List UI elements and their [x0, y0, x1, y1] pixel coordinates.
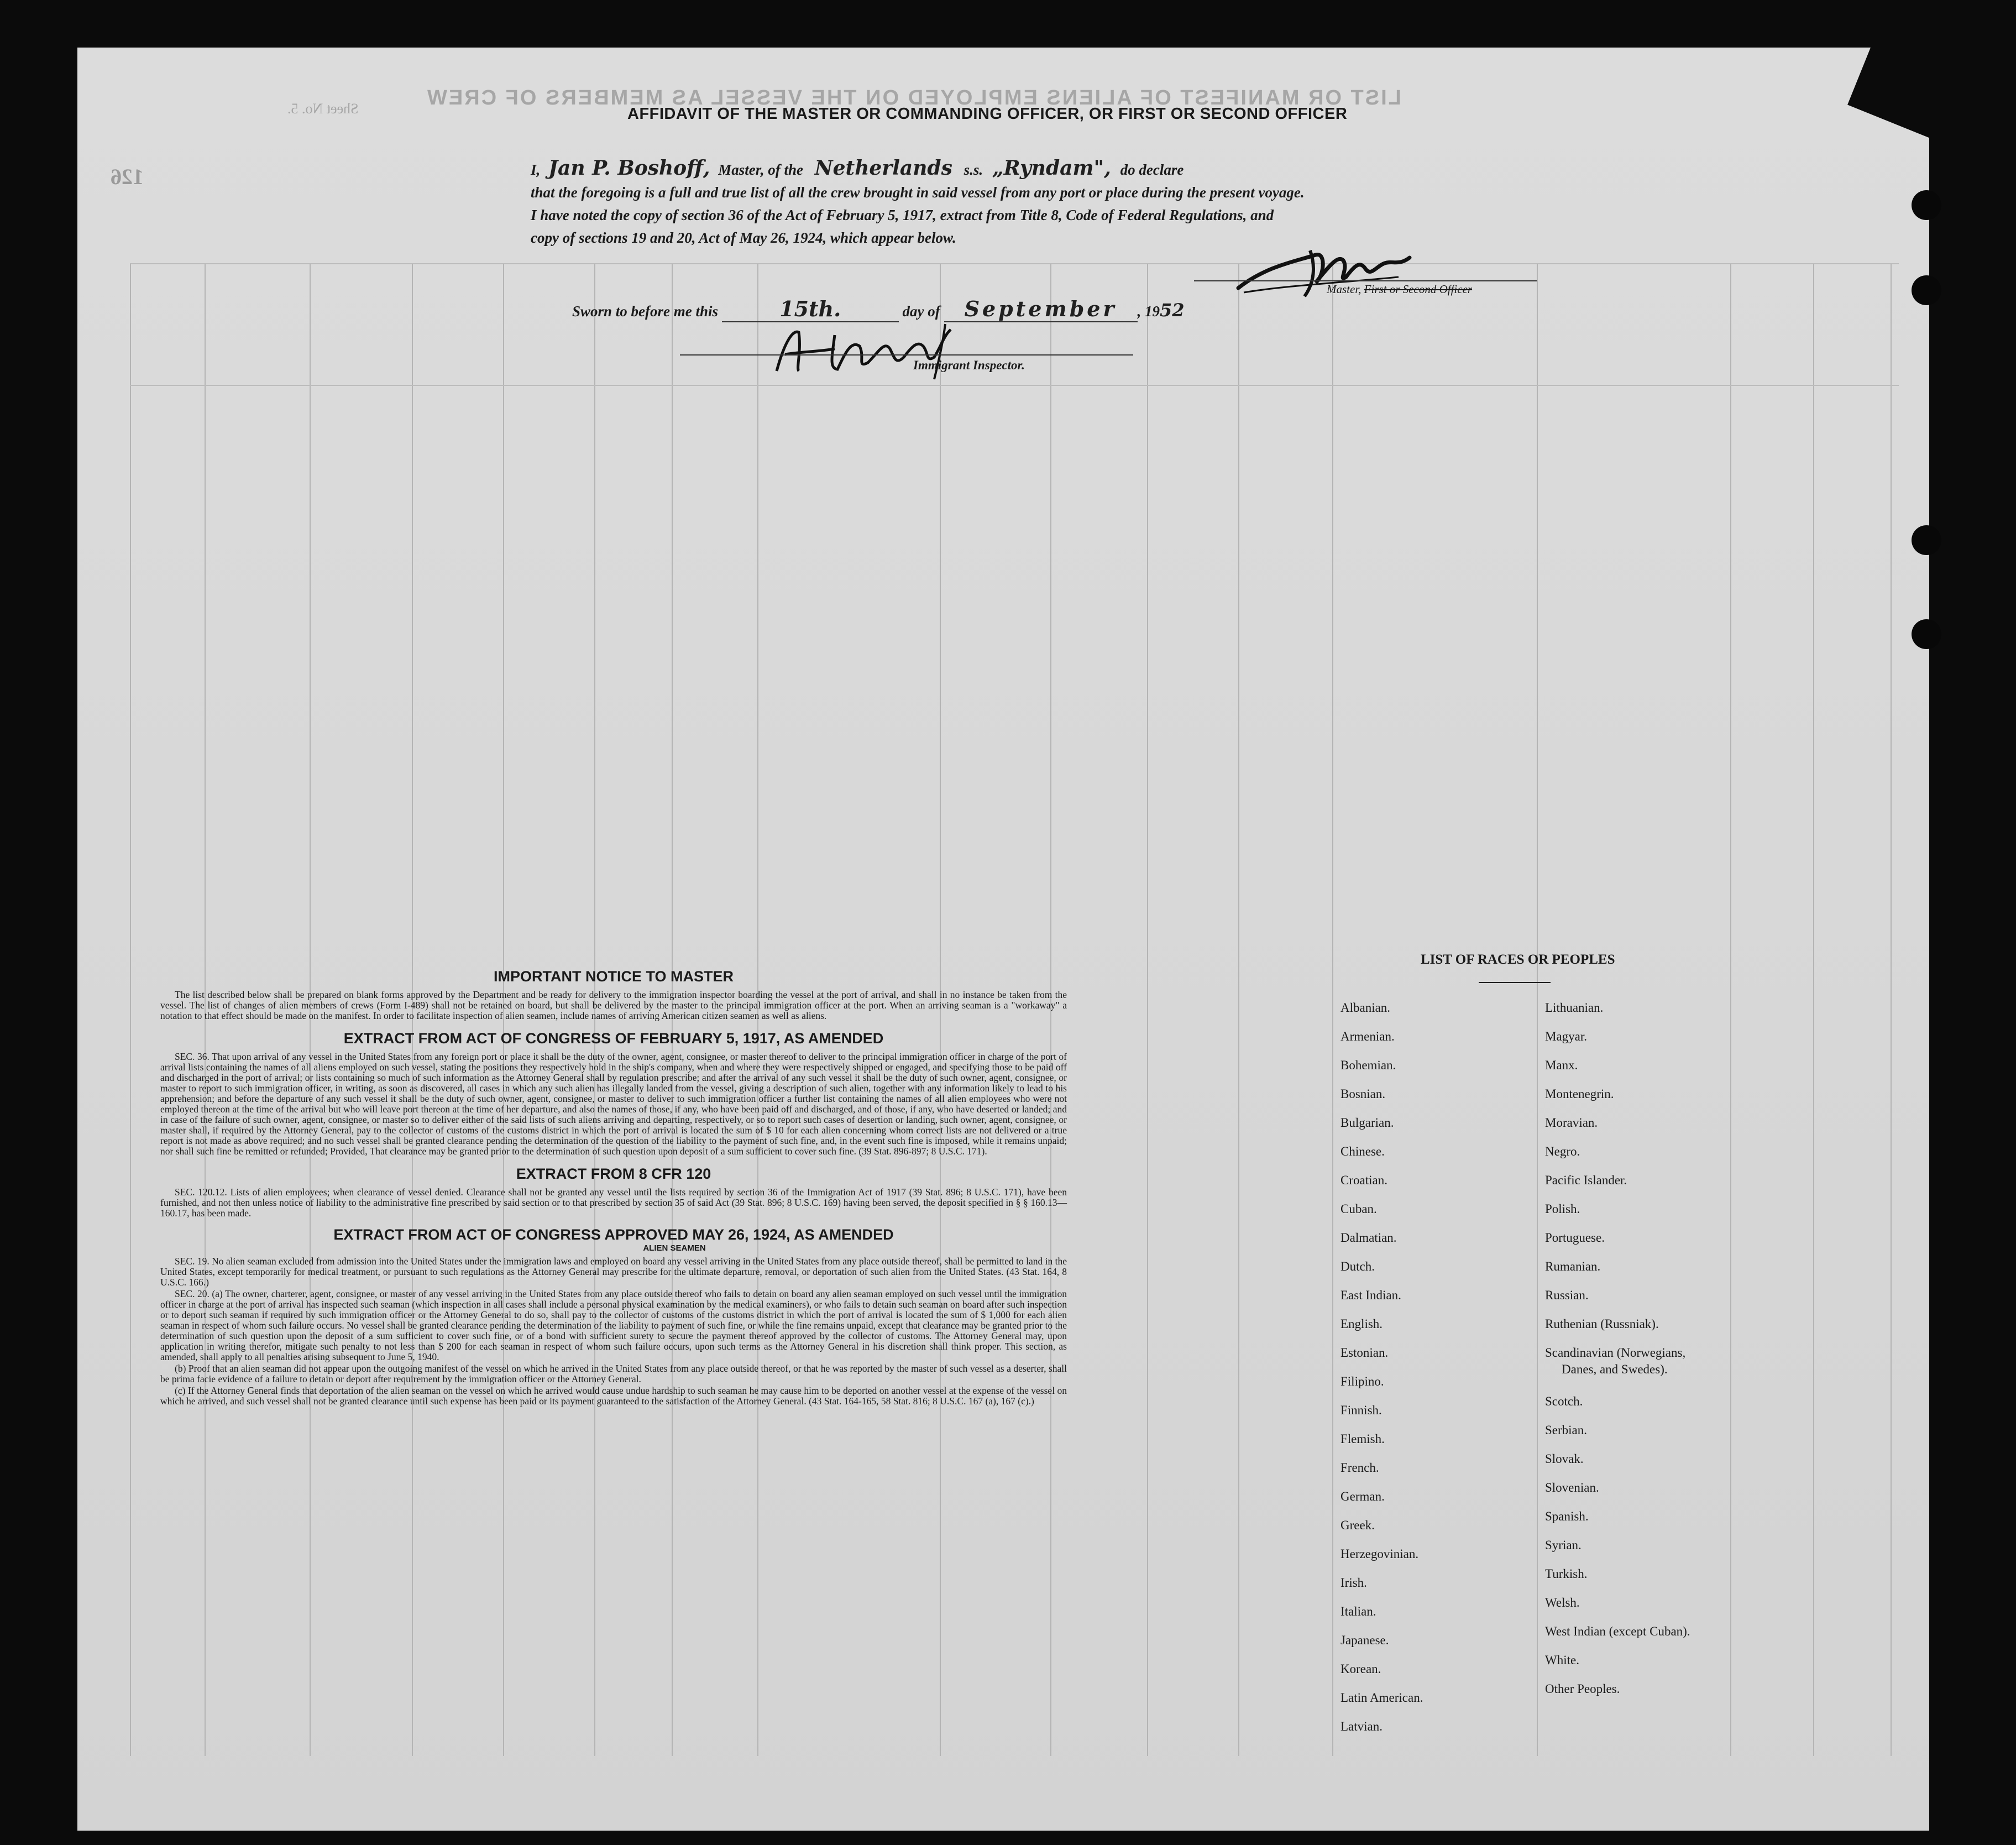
- race-item: Syrian.: [1545, 1538, 1582, 1552]
- race-item: Scotch.: [1545, 1394, 1583, 1408]
- extract-1924-sec20c: (c) If the Attorney General finds that deportation of the alien seaman on the vessel on which he arrived would cause undue hardship to such seaman he may cause him to be deported on another vessel at the expense of the vessel on which he arrived, and such vessel shall not be granted clearance until such expense has been paid or its payment guaranteed to the satisfaction of the Attorney General. (43 Stat. 164-165, 58 Stat. 816; 8 U.S.C. 167 (a), 167 (c).): [160, 1385, 1067, 1407]
- race-item: Estonian.: [1340, 1346, 1389, 1360]
- sworn-year: 52: [1160, 300, 1185, 321]
- extract-1924-sec20a: SEC. 20. (a) The owner, charterer, agent, consignee, or master of any vessel arriving in the United States from any place outside thereof who fails to detain on board any alien seaman employed on such vessel until the immigration officer in charge at the port of arrival has inspected such seaman (which inspection in all cases shall include a personal physical examination by the medical examiners), or who fails to detain such seaman on board after such inspection or to deport such seaman if required by such immigration officer or the Attorney General to do so, shall pay to the collector of customs of the customs district in which the port of arrival is located the sum of $ 1,000 for each alien seaman in respect of whom such failure occurs. No vessel shall be granted clearance pending the determination of the liability to payment of such fine, or while the fine remains unpaid, except that clearance may be granted prior to the determination of such question upon the deposit of a sum sufficient to cover such fine, or of a bond with sufficient surety to secure the payment thereof approved by the collector of customs. The Attorney General may, upon application in writing therefor, mitigate such penalty to not less than $ 200 for each seaman in respect of whom such failure occurs, upon such terms as the Attorney General in his discretion shall think proper. This section, as amended, shall apply to all penalties arising subsequent to June 5, 1940.: [160, 1288, 1067, 1362]
- race-item: Latin American.: [1340, 1691, 1423, 1705]
- master-name: Jan P. Boshoff,: [548, 156, 710, 180]
- notice-body: The list described below shall be prepared on blank forms approved by the Department and be ready for delivery to the immigration inspector boarding the vessel at the port of arrival, and shall in no instance be taken from the vessel. The list of changes of alien members of crews (Form I-489) shall not be retained on board, but shall be delivered by the master to the principal immigration officer at the port. When an arriving seaman is a "workaway" a notation to that effect should be made on the manifest. In order to facilitate inspection of alien seamen, include names of arriving American citizen seamen as well as aliens.: [160, 989, 1067, 1021]
- race-item: Danes, and Swedes).: [1562, 1362, 1668, 1376]
- race-item: Dalmatian.: [1340, 1231, 1397, 1245]
- affidavit-line-2: that the foregoing is a full and true list of all the crew brought in said vessel from any port or place during the present voyage.: [531, 184, 1305, 201]
- punch-hole: [1912, 619, 1941, 649]
- extract-1924-sec20b: (b) Proof that an alien seaman did not appear upon the outgoing manifest of the vessel on which he arrived in the United States from any place outside thereof, or that he was reported by the master of such vessel as a deserter, shall be prima facie evidence of a failure to detain or deport after requirement by the immigration officer or the Attorney General.: [160, 1363, 1067, 1384]
- race-item: Serbian.: [1545, 1423, 1588, 1437]
- punch-hole: [1912, 275, 1941, 305]
- sworn-month: September: [944, 296, 1138, 322]
- affidavit-line-4: copy of sections 19 and 20, Act of May 26, 1924, which appear below.: [531, 229, 956, 246]
- legal-column: [160, 968, 1067, 1408]
- race-item: Rumanian.: [1545, 1259, 1601, 1273]
- race-item: Portuguese.: [1545, 1231, 1605, 1245]
- extract-1917-body: SEC. 36. That upon arrival of any vessel in the United States from any foreign port or place it shall be the duty of the owner, agent, consignee, or master thereof to deliver to the principal immigration officer in charge of the port of arrival lists containing the names of all aliens employed on such vessel, stating the positions they respectively hold in the ship's company, when and where they were respectively shipped or engaged, and specifying those to be paid off and discharged in the port of arrival; or lists containing so much of such information as the Attorney General shall by regulation prescribe; and after the arrival of any such vessel it shall be the duty of such owner, agent, consignee, or master to report to such immigration officer, in writing, as soon as discovered, all cases in which any such alien has illegally landed from the vessel, giving a description of such alien, together with any information likely to lead to his apprehension; and before the departure of any such vessel it shall be the duty of such owner, agent, consignee, or master to deliver to such immigration officer a further list containing the names of all alien employees who were not employed thereon at the time of the arrival but who will leave port thereon at the time of her departure, and also the names of those, if any, who have been paid off and discharged, and of those, if any, who have deserted or landed; and in case of the failure of such owner, agent, consignee, or master so to deliver either of the said lists of such aliens arriving and departing, respectively, or so to report such cases of desertion or landing, such owner, agent, consignee, or master shall, if required by the Attorney General, pay to the collector of customs of the customs district in which the port of arrival is located the sum of $ 10 for each alien concerning whom correct lists are not delivered or a true report is not made as above required; and no such vessel shall be granted clearance pending the determination of the question of the liability to the payment of such fine, and, in the event such fine is imposed, while it remains unpaid; nor shall such fine be remitted or refunded; Provided, That clearance may be granted prior to the determination of such question upon deposit of a sum sufficient to cover such fine. (39 Stat. 896-897; 8 U.S.C. 171).: [160, 1051, 1067, 1157]
- race-item: Russian.: [1545, 1288, 1589, 1302]
- race-item: Polish.: [1545, 1202, 1580, 1216]
- vessel-name: „Ryndam",: [992, 156, 1111, 180]
- race-item: Bohemian.: [1340, 1058, 1396, 1072]
- sworn-line: Sworn to before me this 15th. day of September , 1952: [572, 296, 1185, 321]
- notice-title: IMPORTANT NOTICE TO MASTER: [494, 968, 734, 985]
- race-item: Latvian.: [1340, 1719, 1383, 1733]
- affidavit-line-1: I, Jan P. Boshoff, Master, of the Netherlands s.s. „Ryndam", do declare: [531, 156, 1184, 180]
- sworn-day: 15th.: [722, 296, 899, 322]
- reverse-sheet-number: Sheet No. 5.: [287, 101, 359, 117]
- punch-hole: [1912, 190, 1941, 220]
- extract-1924-title: EXTRACT FROM ACT OF CONGRESS APPROVED MAY 26, 1924, AS AMENDED: [333, 1226, 894, 1243]
- race-item: Ruthenian (Russniak).: [1545, 1317, 1659, 1331]
- inspector-caption: Immigrant Inspector.: [913, 358, 1025, 372]
- race-item: Italian.: [1340, 1604, 1376, 1618]
- race-item: English.: [1340, 1317, 1383, 1331]
- race-item: Negro.: [1545, 1144, 1580, 1158]
- race-item: Flemish.: [1340, 1432, 1385, 1446]
- extract-1917-title: EXTRACT FROM ACT OF CONGRESS OF FEBRUARY 5, 1917, AS AMENDED: [343, 1030, 884, 1047]
- race-item: Armenian.: [1340, 1029, 1395, 1043]
- race-item: Herzegovinian.: [1340, 1547, 1419, 1561]
- race-item: French.: [1340, 1461, 1379, 1475]
- extract-cfr-title: EXTRACT FROM 8 CFR 120: [516, 1165, 711, 1182]
- master-caption: Master, First or Second Officer: [1327, 283, 1473, 296]
- race-item: White.: [1545, 1653, 1579, 1667]
- race-item: Bulgarian.: [1340, 1116, 1394, 1130]
- affidavit-title: AFFIDAVIT OF THE MASTER OR COMMANDING OFFICER, OR FIRST OR SECOND OFFICER: [627, 105, 1348, 123]
- extract-1924-sec19: SEC. 19. No alien seaman excluded from admission into the United States under the immigration laws and employed on board any vessel arriving in the United States from any place outside thereof, shall be permitted to land in the United States, except temporarily for medical treatment, or pursuant to such regulations as the Attorney General may prescribe for the ultimate departure, removal, or deportation of such alien from the United States. (43 Stat. 164, 8 U.S.C. 166.): [160, 1256, 1067, 1288]
- torn-corner: [1847, 48, 1929, 138]
- race-item: Montenegrin.: [1545, 1087, 1614, 1101]
- race-item: Cuban.: [1340, 1202, 1377, 1216]
- race-item: Lithuanian.: [1545, 1001, 1604, 1015]
- reverse-title-ghost: LIST OR MANIFEST OF ALIENS EMPLOYED ON THE VESSEL AS MEMBERS OF CREW: [426, 86, 1401, 109]
- race-item: Filipino.: [1340, 1374, 1384, 1388]
- race-item: Turkish.: [1545, 1567, 1588, 1581]
- vessel-nationality: Netherlands: [814, 156, 952, 180]
- race-item: Dutch.: [1340, 1259, 1375, 1273]
- race-item: Magyar.: [1545, 1029, 1588, 1043]
- race-item: Moravian.: [1545, 1116, 1598, 1130]
- punch-hole: [1912, 525, 1941, 555]
- reverse-page-number: 126: [111, 164, 144, 189]
- race-item: Manx.: [1545, 1058, 1578, 1072]
- race-item: Albanian.: [1340, 1001, 1391, 1015]
- race-item: Spanish.: [1545, 1509, 1589, 1523]
- race-item: Slovenian.: [1545, 1481, 1599, 1494]
- race-item: Pacific Islander.: [1545, 1173, 1627, 1187]
- race-item: German.: [1340, 1489, 1385, 1503]
- race-item: Croatian.: [1340, 1173, 1387, 1187]
- race-item: Bosnian.: [1340, 1087, 1386, 1101]
- manifest-sheet: [77, 48, 1929, 1831]
- race-item: West Indian (except Cuban).: [1545, 1624, 1690, 1638]
- race-item: Scandinavian (Norwegians,: [1545, 1346, 1686, 1360]
- race-item: Finnish.: [1340, 1403, 1382, 1417]
- race-item: Korean.: [1340, 1662, 1381, 1676]
- extract-1924-subtitle: ALIEN SEAMEN: [643, 1243, 706, 1253]
- affidavit-statement: [531, 157, 1658, 249]
- race-item: Chinese.: [1340, 1144, 1385, 1158]
- race-item: Greek.: [1340, 1518, 1375, 1532]
- inspector-signature: [768, 318, 967, 385]
- races-title: LIST OF RACES OR PEOPLES: [1421, 952, 1615, 967]
- race-item: Welsh.: [1545, 1596, 1580, 1609]
- extract-cfr-body: SEC. 120.12. Lists of alien employees; when clearance of vessel denied. Clearance shall not be granted any vessel until the lists required by section 36 of the Immigration Act of 1917 (39 Stat. 896; 8 U.S.C. 171), have been furnished, and not then unless notice of liability to the administrative fine prescribed by said section or to that prescribed by section 35 of said Act (39 Stat. 896; 8 U.S.C. 169) having been served, the deposit specified in § § 160.13—160.17, has been made.: [160, 1187, 1067, 1219]
- race-item: Irish.: [1340, 1576, 1367, 1590]
- race-item: Other Peoples.: [1545, 1682, 1620, 1696]
- affidavit-line-3: I have noted the copy of section 36 of the Act of February 5, 1917, extract from Title 8, Code of Federal Regulations, and: [531, 207, 1274, 223]
- race-item: Slovak.: [1545, 1452, 1584, 1466]
- race-item: Japanese.: [1340, 1633, 1389, 1647]
- race-item: East Indian.: [1340, 1288, 1401, 1302]
